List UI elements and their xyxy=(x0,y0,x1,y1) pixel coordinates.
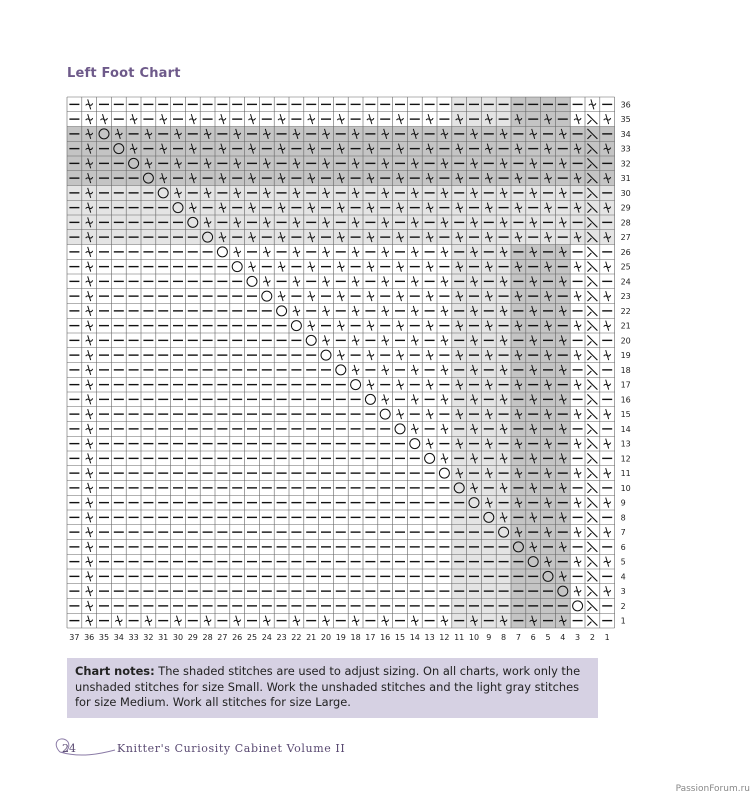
k1tbl-symbol xyxy=(382,616,389,626)
k1tbl-symbol xyxy=(86,99,93,109)
k1tbl-symbol xyxy=(337,114,344,124)
k1tbl-symbol xyxy=(441,335,448,345)
k2tog-symbol xyxy=(587,350,597,360)
k1tbl-symbol xyxy=(604,321,611,331)
k1tbl-symbol xyxy=(86,409,93,419)
k1tbl-symbol xyxy=(604,380,611,390)
k1tbl-symbol xyxy=(574,262,581,272)
k2tog-symbol xyxy=(587,557,597,567)
k1tbl-symbol xyxy=(323,616,330,626)
k1tbl-symbol xyxy=(411,306,418,316)
k1tbl-symbol xyxy=(86,291,93,301)
column-number: 14 xyxy=(409,633,420,642)
k1tbl-symbol xyxy=(604,350,611,360)
row-number: 28 xyxy=(620,218,631,228)
k1tbl-symbol xyxy=(441,453,448,463)
row-number: 15 xyxy=(620,410,631,420)
k1tbl-symbol xyxy=(86,557,93,567)
column-number: 30 xyxy=(172,633,184,642)
k1tbl-symbol xyxy=(441,424,448,434)
k1tbl-symbol xyxy=(441,276,448,286)
k2tog-symbol xyxy=(587,542,597,552)
k1tbl-symbol xyxy=(86,512,93,522)
row-number: 33 xyxy=(620,144,631,154)
k1tbl-symbol xyxy=(278,291,285,301)
k1tbl-symbol xyxy=(323,276,330,286)
k1tbl-symbol xyxy=(604,291,611,301)
k1tbl-symbol xyxy=(293,616,300,626)
k1tbl-symbol xyxy=(86,439,93,449)
k1tbl-symbol xyxy=(441,394,448,404)
k1tbl-symbol xyxy=(86,527,93,537)
yarn-over-symbol xyxy=(365,394,375,404)
k2tog-symbol xyxy=(587,394,597,404)
k1tbl-symbol xyxy=(426,409,433,419)
k1tbl-symbol xyxy=(441,616,448,626)
chart-title: Left Foot Chart xyxy=(67,66,181,81)
column-number: 13 xyxy=(424,633,435,642)
k1tbl-symbol xyxy=(86,571,93,581)
column-number: 20 xyxy=(320,633,332,642)
k1tbl-symbol xyxy=(426,350,433,360)
column-number: 2 xyxy=(589,633,595,642)
k2tog-symbol xyxy=(587,453,597,463)
yarn-over-symbol xyxy=(351,380,361,390)
k1tbl-symbol xyxy=(367,291,374,301)
k1tbl-symbol xyxy=(426,321,433,331)
k1tbl-symbol xyxy=(382,306,389,316)
column-number: 7 xyxy=(515,633,521,642)
k1tbl-symbol xyxy=(263,616,270,626)
book-title: Knitter's Curiosity Cabinet Volume II xyxy=(117,742,346,755)
yarn-over-symbol xyxy=(439,468,449,478)
k2tog-symbol xyxy=(587,439,597,449)
row-number: 18 xyxy=(620,365,631,375)
chart-notes xyxy=(67,658,598,718)
k1tbl-symbol xyxy=(86,586,93,596)
k1tbl-symbol xyxy=(411,365,418,375)
k1tbl-symbol xyxy=(574,350,581,360)
yarn-over-symbol xyxy=(262,291,272,301)
k1tbl-symbol xyxy=(308,291,315,301)
yarn-over-symbol xyxy=(247,276,257,286)
k1tbl-symbol xyxy=(263,247,270,257)
column-number: 25 xyxy=(246,633,258,642)
yarn-over-symbol xyxy=(217,247,227,257)
k1tbl-symbol xyxy=(604,586,611,596)
k2tog-symbol xyxy=(587,527,597,537)
k1tbl-symbol xyxy=(86,247,93,257)
k2tog-symbol xyxy=(587,321,597,331)
k1tbl-symbol xyxy=(293,247,300,257)
k1tbl-symbol xyxy=(574,468,581,478)
row-number: 5 xyxy=(620,557,626,567)
row-number: 4 xyxy=(620,572,626,582)
k1tbl-symbol xyxy=(86,262,93,272)
column-number: 4 xyxy=(560,633,566,642)
k1tbl-symbol xyxy=(175,616,182,626)
column-number: 21 xyxy=(306,633,317,642)
column-number: 3 xyxy=(575,633,581,642)
k1tbl-symbol xyxy=(574,114,581,124)
column-number: 24 xyxy=(261,633,272,642)
k1tbl-symbol xyxy=(367,350,374,360)
row-number: 26 xyxy=(620,247,631,257)
k1tbl-symbol xyxy=(308,114,315,124)
k1tbl-symbol xyxy=(426,291,433,301)
k1tbl-symbol xyxy=(337,262,344,272)
k1tbl-symbol xyxy=(604,439,611,449)
k1tbl-symbol xyxy=(352,247,359,257)
k1tbl-symbol xyxy=(574,498,581,508)
k1tbl-symbol xyxy=(426,114,433,124)
k1tbl-symbol xyxy=(604,498,611,508)
yarn-over-symbol xyxy=(425,453,435,463)
k1tbl-symbol xyxy=(86,601,93,611)
column-number: 26 xyxy=(232,633,243,642)
k1tbl-symbol xyxy=(352,616,359,626)
k1tbl-symbol xyxy=(86,321,93,331)
k1tbl-symbol xyxy=(86,498,93,508)
row-number: 13 xyxy=(620,439,631,449)
k2tog-symbol xyxy=(587,571,597,581)
column-number: 22 xyxy=(291,633,302,642)
k1tbl-symbol xyxy=(86,424,93,434)
column-number: 10 xyxy=(468,633,480,642)
k1tbl-symbol xyxy=(397,321,404,331)
k1tbl-symbol xyxy=(86,365,93,375)
k1tbl-symbol xyxy=(397,114,404,124)
k2tog-symbol xyxy=(587,306,597,316)
k1tbl-symbol xyxy=(411,335,418,345)
k1tbl-symbol xyxy=(411,247,418,257)
k2tog-symbol xyxy=(587,247,597,257)
column-number: 9 xyxy=(486,633,492,642)
k1tbl-symbol xyxy=(604,527,611,537)
column-number: 1 xyxy=(604,633,610,642)
k1tbl-symbol xyxy=(574,527,581,537)
k1tbl-symbol xyxy=(426,380,433,390)
k2tog-symbol xyxy=(587,380,597,390)
column-number: 29 xyxy=(187,633,198,642)
k2tog-symbol xyxy=(587,409,597,419)
k1tbl-symbol xyxy=(352,365,359,375)
k1tbl-symbol xyxy=(337,321,344,331)
k1tbl-symbol xyxy=(397,291,404,301)
k1tbl-symbol xyxy=(574,380,581,390)
row-number: 25 xyxy=(620,262,631,272)
k1tbl-symbol xyxy=(382,335,389,345)
row-number: 27 xyxy=(620,233,631,243)
k1tbl-symbol xyxy=(397,380,404,390)
column-number: 18 xyxy=(350,633,361,642)
column-number: 32 xyxy=(143,633,154,642)
k2tog-symbol xyxy=(587,424,597,434)
k1tbl-symbol xyxy=(86,483,93,493)
column-number: 33 xyxy=(128,633,139,642)
yarn-over-symbol xyxy=(573,601,583,611)
column-number: 31 xyxy=(158,633,169,642)
k1tbl-symbol xyxy=(293,306,300,316)
row-number: 20 xyxy=(620,336,631,346)
k1tbl-symbol xyxy=(86,306,93,316)
k1tbl-symbol xyxy=(604,114,611,124)
row-number: 23 xyxy=(620,292,631,302)
row-number: 6 xyxy=(620,542,626,552)
k1tbl-symbol xyxy=(574,291,581,301)
k1tbl-symbol xyxy=(589,99,596,109)
k1tbl-symbol xyxy=(411,276,418,286)
column-number: 27 xyxy=(217,633,228,642)
k1tbl-symbol xyxy=(574,586,581,596)
column-number: 5 xyxy=(545,633,551,642)
k1tbl-symbol xyxy=(130,114,137,124)
k1tbl-symbol xyxy=(426,439,433,449)
k1tbl-symbol xyxy=(86,468,93,478)
row-number: 9 xyxy=(620,498,626,508)
row-number: 3 xyxy=(620,587,626,597)
k1tbl-symbol xyxy=(234,247,241,257)
k1tbl-symbol xyxy=(86,616,93,626)
k2tog-symbol xyxy=(587,483,597,493)
k1tbl-symbol xyxy=(382,365,389,375)
k2tog-symbol xyxy=(587,468,597,478)
k2tog-symbol xyxy=(587,276,597,286)
k2tog-symbol xyxy=(587,601,597,611)
column-number: 37 xyxy=(69,633,80,642)
k1tbl-symbol xyxy=(189,114,196,124)
k1tbl-symbol xyxy=(278,114,285,124)
k1tbl-symbol xyxy=(382,276,389,286)
k1tbl-symbol xyxy=(323,247,330,257)
k2tog-symbol xyxy=(587,335,597,345)
k1tbl-symbol xyxy=(441,306,448,316)
k1tbl-symbol xyxy=(337,350,344,360)
k1tbl-symbol xyxy=(204,616,211,626)
yarn-over-symbol xyxy=(321,350,331,360)
k1tbl-symbol xyxy=(293,276,300,286)
k1tbl-symbol xyxy=(323,306,330,316)
k1tbl-symbol xyxy=(308,262,315,272)
k1tbl-symbol xyxy=(441,365,448,375)
k1tbl-symbol xyxy=(382,247,389,257)
row-number: 11 xyxy=(620,469,631,479)
k2tog-symbol xyxy=(587,586,597,596)
row-number: 14 xyxy=(620,424,631,434)
column-number: 11 xyxy=(454,633,465,642)
k2tog-symbol xyxy=(587,365,597,375)
row-number: 32 xyxy=(620,159,631,169)
yarn-over-symbol xyxy=(336,365,346,375)
k1tbl-symbol xyxy=(219,114,226,124)
k2tog-symbol xyxy=(587,291,597,301)
k1tbl-symbol xyxy=(367,262,374,272)
k1tbl-symbol xyxy=(249,114,256,124)
k1tbl-symbol xyxy=(367,380,374,390)
column-number: 34 xyxy=(113,633,124,642)
k1tbl-symbol xyxy=(382,394,389,404)
row-number: 30 xyxy=(620,188,631,198)
column-number: 35 xyxy=(98,633,110,642)
watermark: PassionForum.ru xyxy=(675,784,750,794)
k1tbl-symbol xyxy=(263,276,270,286)
k1tbl-symbol xyxy=(367,114,374,124)
k1tbl-symbol xyxy=(397,262,404,272)
yarn-over-symbol xyxy=(277,306,287,316)
k1tbl-symbol xyxy=(426,262,433,272)
column-number: 12 xyxy=(439,633,450,642)
yarn-over-symbol xyxy=(232,262,242,272)
k1tbl-symbol xyxy=(86,114,93,124)
row-number: 1 xyxy=(620,616,626,626)
chart-notes-text: The shaded stitches are used to adjust sizing. On all charts, work only the unshaded stitches for size Small. Work the unshaded stitches and the light gray stitches for size Medium. Work all stitches for size Large. xyxy=(75,664,581,709)
column-number: 23 xyxy=(276,633,287,642)
row-number: 35 xyxy=(620,115,631,125)
column-number: 8 xyxy=(501,633,507,642)
column-number: 15 xyxy=(394,633,406,642)
k1tbl-symbol xyxy=(86,335,93,345)
k2tog-symbol xyxy=(587,512,597,522)
k1tbl-symbol xyxy=(160,114,167,124)
k1tbl-symbol xyxy=(249,262,256,272)
k1tbl-symbol xyxy=(397,350,404,360)
k1tbl-symbol xyxy=(352,335,359,345)
k1tbl-symbol xyxy=(234,616,241,626)
k2tog-symbol xyxy=(587,498,597,508)
row-number: 24 xyxy=(620,277,631,287)
page-number: 24 xyxy=(62,742,76,755)
row-number: 8 xyxy=(620,513,626,523)
yarn-over-symbol xyxy=(410,439,420,449)
k1tbl-symbol xyxy=(115,616,122,626)
row-number: 17 xyxy=(620,380,631,390)
column-number: 28 xyxy=(202,633,213,642)
k1tbl-symbol xyxy=(86,276,93,286)
yarn-over-symbol xyxy=(380,409,390,419)
k1tbl-symbol xyxy=(604,409,611,419)
k1tbl-symbol xyxy=(397,409,404,419)
k1tbl-symbol xyxy=(101,114,108,124)
k1tbl-symbol xyxy=(574,557,581,567)
k1tbl-symbol xyxy=(367,321,374,331)
yarn-over-symbol xyxy=(291,321,301,331)
row-number: 22 xyxy=(620,306,631,316)
row-number: 2 xyxy=(620,601,626,611)
row-number: 10 xyxy=(620,483,631,493)
k1tbl-symbol xyxy=(352,276,359,286)
k2tog-symbol xyxy=(587,114,597,124)
k2tog-symbol xyxy=(587,616,597,626)
swirl-ornament-icon xyxy=(50,732,120,762)
column-number: 36 xyxy=(84,633,95,642)
k1tbl-symbol xyxy=(411,394,418,404)
k1tbl-symbol xyxy=(411,424,418,434)
column-number: 17 xyxy=(365,633,376,642)
k1tbl-symbol xyxy=(352,306,359,316)
k1tbl-symbol xyxy=(86,453,93,463)
k1tbl-symbol xyxy=(411,616,418,626)
yarn-over-symbol xyxy=(306,335,316,345)
column-number: 16 xyxy=(380,633,391,642)
row-number: 21 xyxy=(620,321,631,331)
column-number: 6 xyxy=(530,633,536,642)
row-number: 12 xyxy=(620,454,631,464)
row-number: 7 xyxy=(620,528,626,538)
row-number: 31 xyxy=(620,174,631,184)
row-number: 36 xyxy=(620,100,631,110)
k1tbl-symbol xyxy=(604,262,611,272)
k1tbl-symbol xyxy=(86,380,93,390)
k1tbl-symbol xyxy=(441,247,448,257)
k1tbl-symbol xyxy=(604,468,611,478)
k1tbl-symbol xyxy=(323,335,330,345)
k1tbl-symbol xyxy=(337,291,344,301)
k1tbl-symbol xyxy=(574,439,581,449)
k1tbl-symbol xyxy=(308,321,315,331)
k1tbl-symbol xyxy=(86,394,93,404)
k1tbl-symbol xyxy=(145,616,152,626)
yarn-over-symbol xyxy=(395,424,405,434)
chart-notes-label: Chart notes: xyxy=(75,664,155,678)
column-number: 19 xyxy=(335,633,346,642)
k1tbl-symbol xyxy=(574,321,581,331)
row-number: 34 xyxy=(620,129,631,139)
k1tbl-symbol xyxy=(574,409,581,419)
k1tbl-symbol xyxy=(278,262,285,272)
k1tbl-symbol xyxy=(86,542,93,552)
k1tbl-symbol xyxy=(86,350,93,360)
k1tbl-symbol xyxy=(604,557,611,567)
row-number: 29 xyxy=(620,203,631,213)
k2tog-symbol xyxy=(587,262,597,272)
row-number: 19 xyxy=(620,351,631,361)
page-footer xyxy=(50,732,450,762)
row-number: 16 xyxy=(620,395,631,405)
